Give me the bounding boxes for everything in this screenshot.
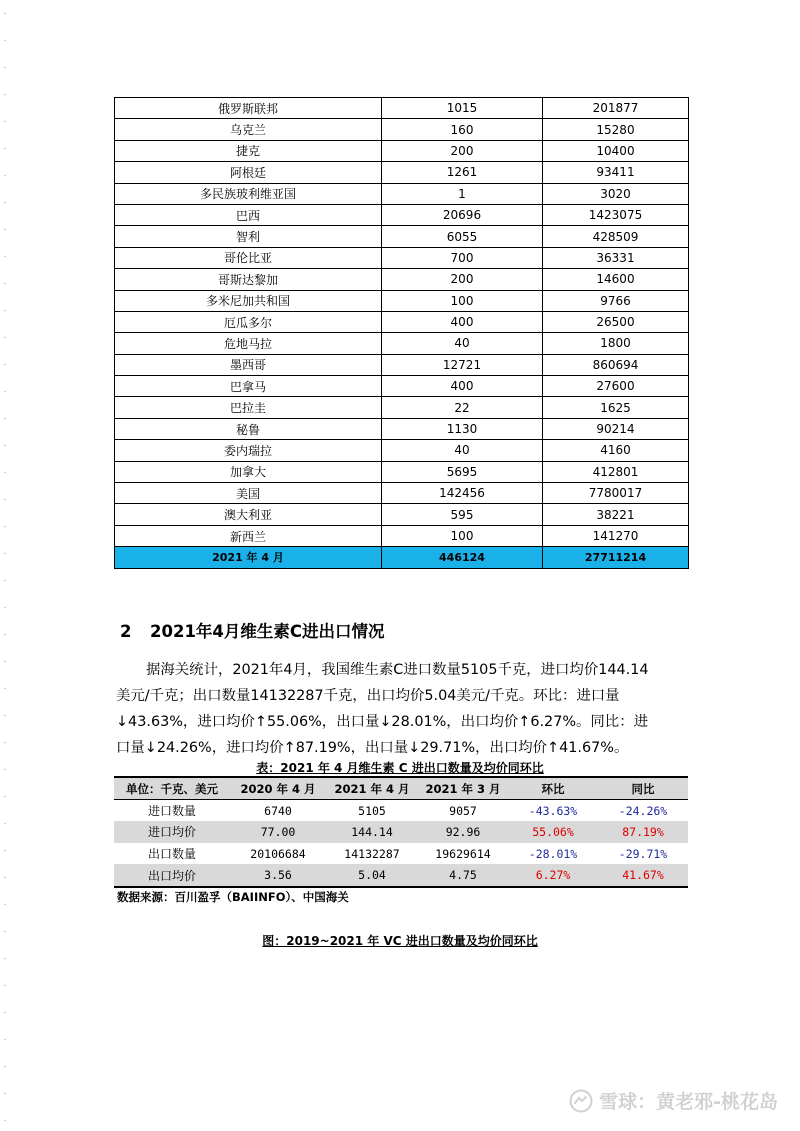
table-row (115, 247, 689, 268)
yoy-change: 41.67% (622, 868, 664, 883)
quantity-cell: 22 (382, 397, 543, 418)
total-quantity: 446124 (382, 547, 543, 568)
value-2021-mar: 19629614 (435, 846, 491, 861)
quantity-cell: 6055 (382, 226, 543, 247)
paragraph-line: 据海关统计，2021年4月，我国维生素C进口数量5105千克，进口均价144.14 (146, 662, 649, 678)
table-row (115, 333, 689, 354)
table-row (115, 140, 689, 161)
country-cell: 多民族玻利维亚国 (115, 183, 382, 204)
mom-change: 55.06% (532, 824, 574, 839)
country-cell: 阿根廷 (115, 162, 382, 183)
snowball-logo-icon (569, 1089, 593, 1113)
country-cell: 秘鲁 (115, 418, 382, 439)
table-title (0, 759, 800, 776)
header-2021-apr: 2021 年 4 月 (326, 778, 418, 800)
yoy-change: -29.71% (618, 846, 668, 861)
header-unit: 单位：千克、美元 (114, 778, 230, 800)
country-cell: 委内瑞拉 (115, 440, 382, 461)
mom-change: -43.63% (528, 803, 578, 818)
country-cell: 捷克 (115, 140, 382, 161)
mom-change: -28.01% (528, 846, 578, 861)
country-cell: 乌克兰 (115, 119, 382, 140)
country-cell: 澳大利亚 (115, 504, 382, 525)
value-2021-mar: 9057 (449, 803, 477, 818)
source-note: 数据来源：百川盈孚（BAIINFO）、中国海关 (117, 890, 349, 904)
table-row (115, 183, 689, 204)
value-2020-apr: 3.56 (264, 868, 292, 883)
value-cell: 3020 (543, 183, 689, 204)
value-cell: 7780017 (543, 483, 689, 504)
section-number: 2 (120, 622, 132, 641)
row-label: 出口数量 (147, 847, 196, 862)
table-row (115, 418, 689, 439)
table-row (115, 376, 689, 397)
yoy-change: -24.26% (618, 803, 668, 818)
table-row (115, 525, 689, 546)
quantity-cell: 400 (382, 311, 543, 332)
value-cell: 36331 (543, 247, 689, 268)
table-row (115, 461, 689, 482)
value-cell: 15280 (543, 119, 689, 140)
country-cell: 墨西哥 (115, 354, 382, 375)
quantity-cell: 400 (382, 376, 543, 397)
country-cell: 哥伦比亚 (115, 247, 382, 268)
quantity-cell: 200 (382, 140, 543, 161)
quantity-cell: 100 (382, 290, 543, 311)
vc-trade-table-body (114, 800, 688, 886)
value-cell: 27600 (543, 376, 689, 397)
quantity-cell: 595 (382, 504, 543, 525)
mom-change: 6.27% (535, 868, 571, 883)
header-2020-apr: 2020 年 4 月 (230, 778, 326, 800)
value-cell: 201877 (543, 98, 689, 119)
country-cell: 哥斯达黎加 (115, 269, 382, 290)
table-row (115, 119, 689, 140)
country-cell: 美国 (115, 483, 382, 504)
quantity-cell: 142456 (382, 483, 543, 504)
country-cell: 危地马拉 (115, 333, 382, 354)
table-row (114, 800, 688, 822)
quantity-cell: 1130 (382, 418, 543, 439)
quantity-cell: 100 (382, 525, 543, 546)
section-heading (120, 618, 385, 642)
value-cell: 38221 (543, 504, 689, 525)
table-row (115, 98, 689, 119)
table-row (115, 204, 689, 225)
country-cell: 俄罗斯联邦 (115, 98, 382, 119)
table-row (115, 290, 689, 311)
row-label: 进口数量 (147, 804, 196, 819)
country-cell: 巴西 (115, 204, 382, 225)
value-2021-apr: 5105 (358, 803, 386, 818)
value-2021-mar: 4.75 (449, 868, 477, 883)
country-cell: 新西兰 (115, 525, 382, 546)
table-row (115, 354, 689, 375)
table-row (115, 269, 689, 290)
header-mom: 环比 (508, 778, 598, 800)
value-cell: 860694 (543, 354, 689, 375)
total-value: 27711214 (543, 547, 689, 568)
value-2021-mar: 92.96 (445, 824, 481, 839)
quantity-cell: 12721 (382, 354, 543, 375)
value-cell: 14600 (543, 269, 689, 290)
table-row (115, 226, 689, 247)
total-label: 2021 年 4 月 (115, 547, 382, 568)
quantity-cell: 1015 (382, 98, 543, 119)
figure-caption (0, 932, 800, 949)
page-edge-dots (4, 0, 6, 1131)
quantity-cell: 160 (382, 119, 543, 140)
total-row (115, 547, 689, 568)
value-cell: 26500 (543, 311, 689, 332)
header-2021-mar: 2021 年 3 月 (418, 778, 508, 800)
section-title: 2021年4月维生素C进出口情况 (150, 622, 385, 641)
table-header-row (114, 778, 688, 800)
value-cell: 1800 (543, 333, 689, 354)
country-cell: 巴拿马 (115, 376, 382, 397)
quantity-cell: 1 (382, 183, 543, 204)
value-2020-apr: 20106684 (250, 846, 306, 861)
value-2021-apr: 5.04 (358, 868, 386, 883)
value-cell: 1625 (543, 397, 689, 418)
value-cell: 9766 (543, 290, 689, 311)
header-yoy: 同比 (598, 778, 688, 800)
paragraph-line: 美元/千克；出口数量14132287千克，出口均价5.04美元/千克。环比：进口量 (116, 688, 620, 704)
value-cell: 4160 (543, 440, 689, 461)
row-label: 出口均价 (147, 868, 196, 883)
table-row (115, 504, 689, 525)
watermark (569, 1087, 778, 1114)
quantity-cell: 200 (382, 269, 543, 290)
paragraph-line: 口量↓24.26%，进口均价↑87.19%，出口量↓29.71%，出口均价↑41.67%。 (116, 740, 629, 756)
value-2020-apr: 6740 (264, 803, 292, 818)
watermark-text: 雪球：黄老邪-桃花岛 (599, 1091, 778, 1113)
value-cell: 10400 (543, 140, 689, 161)
table-row (115, 311, 689, 332)
table-row (115, 162, 689, 183)
value-cell: 428509 (543, 226, 689, 247)
table-row (114, 821, 688, 843)
table-title-text: 表：2021 年 4 月维生素 C 进出口数量及均价同环比 (256, 761, 544, 775)
value-cell: 90214 (543, 418, 689, 439)
quantity-cell: 20696 (382, 204, 543, 225)
country-cell: 加拿大 (115, 461, 382, 482)
table-row (115, 397, 689, 418)
table-row (115, 440, 689, 461)
yoy-change: 87.19% (622, 824, 664, 839)
value-cell: 93411 (543, 162, 689, 183)
quantity-cell: 5695 (382, 461, 543, 482)
table-row (114, 864, 688, 886)
summary-paragraph (116, 657, 696, 761)
value-cell: 1423075 (543, 204, 689, 225)
paragraph-line: ↓43.63%，进口均价↑55.06%，出口量↓28.01%，出口均价↑6.27%。同比：进 (116, 714, 648, 730)
quantity-cell: 700 (382, 247, 543, 268)
country-cell: 多米尼加共和国 (115, 290, 382, 311)
country-cell: 厄瓜多尔 (115, 311, 382, 332)
value-cell: 412801 (543, 461, 689, 482)
value-2021-apr: 14132287 (344, 846, 400, 861)
row-label: 进口均价 (147, 825, 196, 840)
country-cell: 智利 (115, 226, 382, 247)
value-2020-apr: 77.00 (260, 824, 296, 839)
vc-trade-table (114, 778, 688, 886)
table-row (114, 843, 688, 865)
table-bottom-rule (114, 886, 688, 888)
value-cell: 141270 (543, 525, 689, 546)
quantity-cell: 40 (382, 440, 543, 461)
country-table-body (115, 98, 689, 569)
value-2021-apr: 144.14 (351, 824, 393, 839)
table-row (115, 483, 689, 504)
quantity-cell: 40 (382, 333, 543, 354)
figure-caption-text: 图：2019~2021 年 VC 进出口数量及均价同环比 (262, 934, 538, 948)
country-import-table (114, 97, 689, 569)
quantity-cell: 1261 (382, 162, 543, 183)
country-cell: 巴拉圭 (115, 397, 382, 418)
